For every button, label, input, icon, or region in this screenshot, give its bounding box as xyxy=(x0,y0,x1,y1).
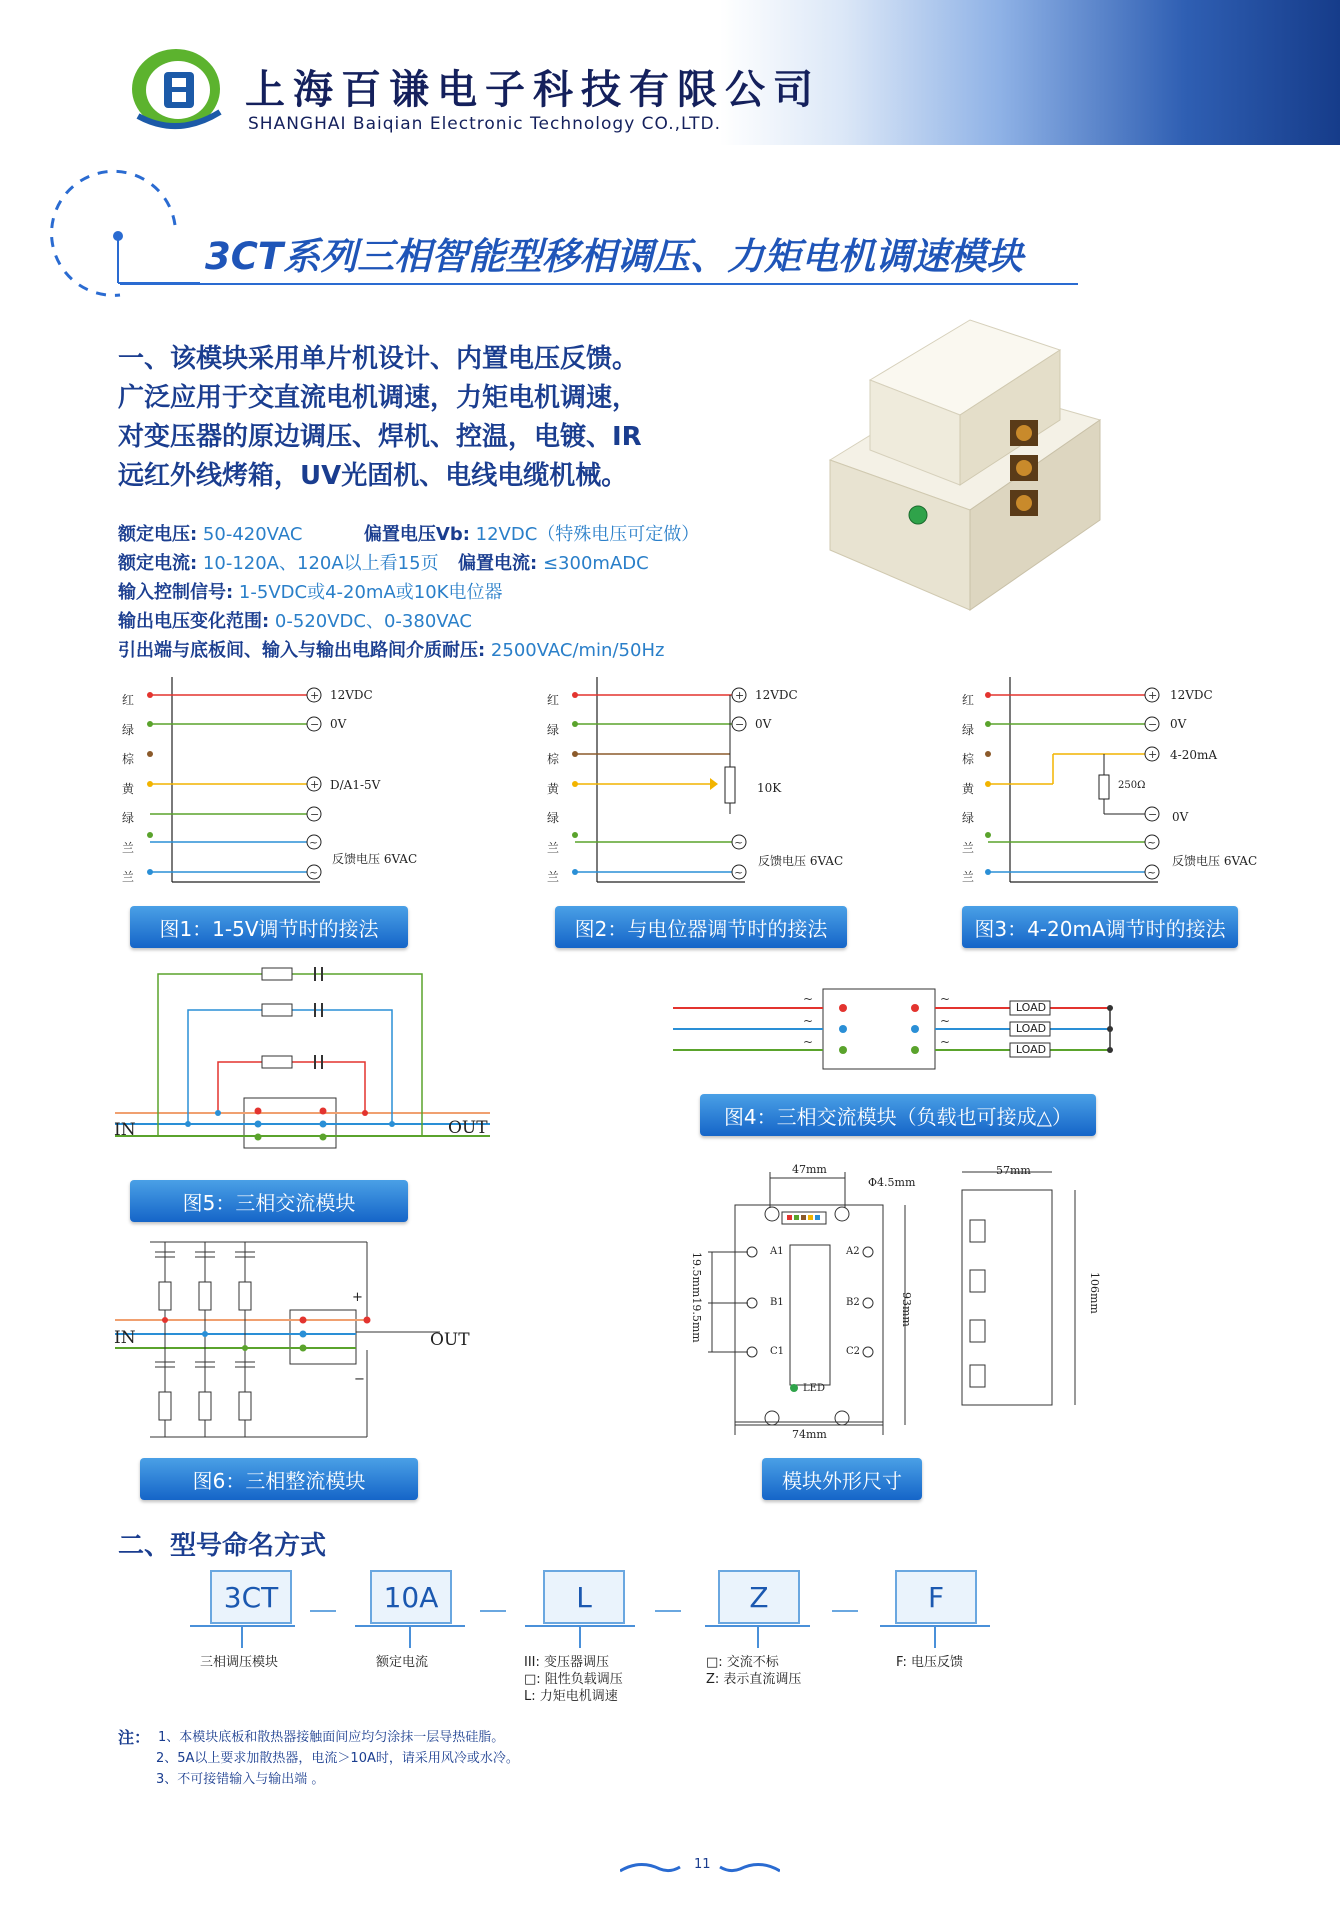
svg-text:~: ~ xyxy=(940,992,951,1006)
model-dash xyxy=(480,1610,506,1612)
model-desc-line: 三相调压模块 xyxy=(200,1655,279,1670)
wire-color: 棕 xyxy=(962,752,975,766)
wire-color: 兰 xyxy=(122,870,135,884)
load-label: LOAD xyxy=(1015,1001,1047,1014)
model-dash xyxy=(832,1610,858,1612)
model-code-box: 3CT xyxy=(210,1570,292,1624)
svg-text:~: ~ xyxy=(1147,836,1157,849)
spec-value: ≤300mADC xyxy=(537,553,649,574)
svg-text:~: ~ xyxy=(734,866,744,879)
terminal-label: A2 xyxy=(846,1246,860,1257)
svg-text:+: + xyxy=(1148,748,1158,761)
fig1-label: 12VDC xyxy=(330,688,373,702)
notes-label: 注： xyxy=(118,1728,151,1747)
spec-row xyxy=(118,636,699,665)
title-rule xyxy=(120,283,1078,285)
spec-row xyxy=(118,520,699,549)
svg-text:+: + xyxy=(310,778,320,791)
model-desc-line: 额定电流 xyxy=(376,1655,429,1670)
dim-height: 93mm xyxy=(900,1292,913,1327)
wire-color: 兰 xyxy=(547,840,560,855)
svg-text:+: + xyxy=(1148,689,1158,702)
model-desc xyxy=(706,1654,801,1688)
dim-top-width: 47mm xyxy=(792,1163,827,1176)
fig4-circuit-diagram xyxy=(668,985,1123,1075)
model-desc-line: L: 力矩电机调速 xyxy=(524,1689,618,1704)
wire-color: 绿 xyxy=(122,722,135,737)
spec-row xyxy=(118,549,699,578)
svg-text:~: ~ xyxy=(309,836,319,849)
fig1-label: 反馈电压 6VAC xyxy=(332,852,418,866)
fig6-minus-label: − xyxy=(354,1372,365,1387)
model-code-box: L xyxy=(543,1570,625,1624)
wire-color: 棕 xyxy=(122,752,135,766)
model-dash xyxy=(310,1610,336,1612)
terminal-label: B2 xyxy=(846,1297,860,1308)
model-code-box: Z xyxy=(718,1570,800,1624)
svg-text:+: + xyxy=(310,689,320,702)
spec-value: 50-420VAC xyxy=(197,524,303,545)
spec-key: 额定电压: xyxy=(118,524,198,545)
spec-value: 2500VAC/min/50Hz xyxy=(485,640,665,661)
spec-key: 输出电压变化范围: xyxy=(118,611,270,632)
svg-text:~: ~ xyxy=(803,1035,814,1049)
fig6-out-label: OUT xyxy=(430,1330,470,1350)
svg-text:−: − xyxy=(735,718,745,731)
svg-text:~: ~ xyxy=(309,866,319,879)
svg-text:−: − xyxy=(1148,808,1158,821)
svg-text:+: + xyxy=(735,689,745,702)
model-desc-line: □: 交流不标 xyxy=(706,1655,779,1670)
svg-text:~: ~ xyxy=(803,1014,814,1028)
note-item: 3、不可接错输入与输出端 。 xyxy=(156,1772,325,1787)
fig5-in-label: IN xyxy=(114,1120,136,1140)
fig2-label: 12VDC xyxy=(755,688,798,702)
svg-text:−: − xyxy=(1148,718,1158,731)
page-title: 3CT系列三相智能型移相调压、力矩电机调速模块 xyxy=(205,235,1024,278)
notes xyxy=(118,1727,519,1790)
wire-color: 兰 xyxy=(122,840,135,855)
svg-text:−: − xyxy=(310,808,320,821)
model-desc xyxy=(376,1654,428,1671)
fig6-caption: 图6：三相整流模块 xyxy=(140,1458,418,1500)
terminal-label: A1 xyxy=(770,1246,784,1257)
fig2-caption: 图2：与电位器调节时的接法 xyxy=(555,906,847,948)
fig6-in-label: IN xyxy=(114,1328,136,1348)
wire-color: 绿 xyxy=(962,722,975,737)
svg-text:~: ~ xyxy=(940,1035,951,1049)
note-item: 2、5A以上要求加散热器，电流＞10A时，请采用风冷或水冷。 xyxy=(156,1751,519,1766)
svg-text:~: ~ xyxy=(734,836,744,849)
dim-side-height: 106mm xyxy=(1088,1272,1101,1314)
spec-key: 额定电流: xyxy=(118,553,198,574)
wire-color: 兰 xyxy=(547,870,560,884)
load-label: LOAD xyxy=(1015,1043,1047,1056)
model-code-box: F xyxy=(895,1570,977,1624)
spec-row xyxy=(118,607,699,636)
svg-text:~: ~ xyxy=(1147,866,1157,879)
wire-color: 红 xyxy=(122,693,135,707)
dim-bottom-width: 74mm xyxy=(792,1428,827,1441)
dim-side-width: 57mm xyxy=(996,1164,1031,1177)
page-number: 11 xyxy=(694,1857,711,1872)
spec-key: 偏置电流: xyxy=(458,553,538,574)
terminal-label: C1 xyxy=(770,1346,785,1357)
wire-color: 棕 xyxy=(547,752,560,766)
intro-line: 远红外线烤箱，UV光固机、电线电缆机械。 xyxy=(118,461,628,491)
svg-text:~: ~ xyxy=(803,992,814,1006)
svg-text:−: − xyxy=(310,718,320,731)
wire-color: 绿 xyxy=(547,722,560,737)
fig3-label: 0V xyxy=(1170,717,1187,731)
dim-pitch: 19.5mm19.5mm xyxy=(690,1252,703,1343)
model-desc-line: F: 电压反馈 xyxy=(896,1655,963,1670)
spec-key: 偏置电压Vb: xyxy=(363,524,470,545)
model-desc xyxy=(896,1654,963,1671)
company-name-cn: 上海百谦电子科技有限公司 xyxy=(245,66,821,113)
dim-hole: Φ4.5mm xyxy=(868,1176,916,1189)
spec-value: 0-520VDC、0-380VAC xyxy=(269,611,473,632)
company-name-en: SHANGHAI Baiqian Electronic Technology CO.,LTD. xyxy=(248,114,722,134)
wire-color: 黄 xyxy=(962,781,975,796)
fig5-out-label: OUT xyxy=(448,1118,488,1138)
fig1-label: D/A1-5V xyxy=(330,778,381,792)
wire-color: 绿 xyxy=(962,811,975,825)
company-logo xyxy=(128,46,228,132)
dims-caption: 模块外形尺寸 xyxy=(762,1458,922,1500)
spec-value: 1-5VDC或4-20mA或10K电位器 xyxy=(233,582,503,603)
spec-key: 引出端与底板间、输入与输出电路间介质耐压: xyxy=(118,640,486,661)
load-label: LOAD xyxy=(1015,1022,1047,1035)
fig3-label: 反馈电压 6VAC xyxy=(1172,854,1258,868)
wire-color: 兰 xyxy=(962,870,975,884)
model-desc-line: Z: 表示直流调压 xyxy=(706,1672,802,1687)
wire-color: 绿 xyxy=(547,811,560,825)
model-desc-line: III: 变压器调压 xyxy=(524,1655,610,1670)
wire-color: 红 xyxy=(547,693,560,707)
spec-value: 12VDC（特殊电压可定做） xyxy=(469,524,700,545)
specs xyxy=(118,520,699,665)
fig3-wire-colors xyxy=(962,686,974,893)
wire-color: 黄 xyxy=(547,781,560,796)
terminal-label: B1 xyxy=(770,1297,784,1308)
fig4-caption: 图4：三相交流模块（负载也可接成△） xyxy=(700,1094,1096,1136)
product-photo xyxy=(810,310,1110,640)
wire-color: 红 xyxy=(962,693,975,707)
fig1-label: 0V xyxy=(330,717,347,731)
model-desc xyxy=(524,1654,623,1705)
intro-text xyxy=(118,340,642,496)
fig2-wire-colors xyxy=(547,686,559,893)
fig3-caption: 图3：4-20mA调节时的接法 xyxy=(962,906,1238,948)
fig2-label: 10K xyxy=(757,781,782,795)
led-label: LED xyxy=(803,1383,825,1394)
model-code-box: 10A xyxy=(370,1570,452,1624)
fig1-caption: 图1：1-5V调节时的接法 xyxy=(130,906,408,948)
terminal-label: C2 xyxy=(846,1346,861,1357)
model-dash xyxy=(655,1610,681,1612)
spec-key: 输入控制信号: xyxy=(118,582,234,603)
fig6-plus-label: + xyxy=(352,1290,363,1305)
spec-value: 10-120A、120A以上看15页 xyxy=(197,553,439,574)
fig3-label: 0V xyxy=(1172,810,1189,824)
wire-color: 兰 xyxy=(962,840,975,855)
fig2-label: 反馈电压 6VAC xyxy=(758,854,844,868)
intro-line: 一、该模块采用单片机设计、内置电压反馈。 xyxy=(118,344,639,374)
fig5-circuit-diagram xyxy=(110,965,490,1155)
intro-line: 对变压器的原边调压、焊机、控温，电镀、IR xyxy=(118,422,642,452)
fig2-label: 0V xyxy=(755,717,772,731)
fig3-label: 250Ω xyxy=(1118,780,1146,791)
svg-text:~: ~ xyxy=(940,1014,951,1028)
fig5-caption: 图5：三相交流模块 xyxy=(130,1180,408,1222)
fig3-label: 4-20mA xyxy=(1170,748,1218,762)
model-desc-line: □: 阻性负载调压 xyxy=(524,1672,623,1687)
intro-line: 广泛应用于交直流电机调速，力矩电机调速， xyxy=(118,383,639,413)
wire-color: 绿 xyxy=(122,811,135,825)
section2-title: 二、型号命名方式 xyxy=(118,1531,327,1561)
spec-row xyxy=(118,578,699,607)
note-item: 1、本模块底板和散热器接触面间应均匀涂抹一层导热硅脂。 xyxy=(158,1730,505,1745)
wire-color: 黄 xyxy=(122,781,135,796)
fig1-wire-colors xyxy=(122,686,134,893)
model-desc xyxy=(200,1654,278,1671)
fig3-label: 12VDC xyxy=(1170,688,1213,702)
